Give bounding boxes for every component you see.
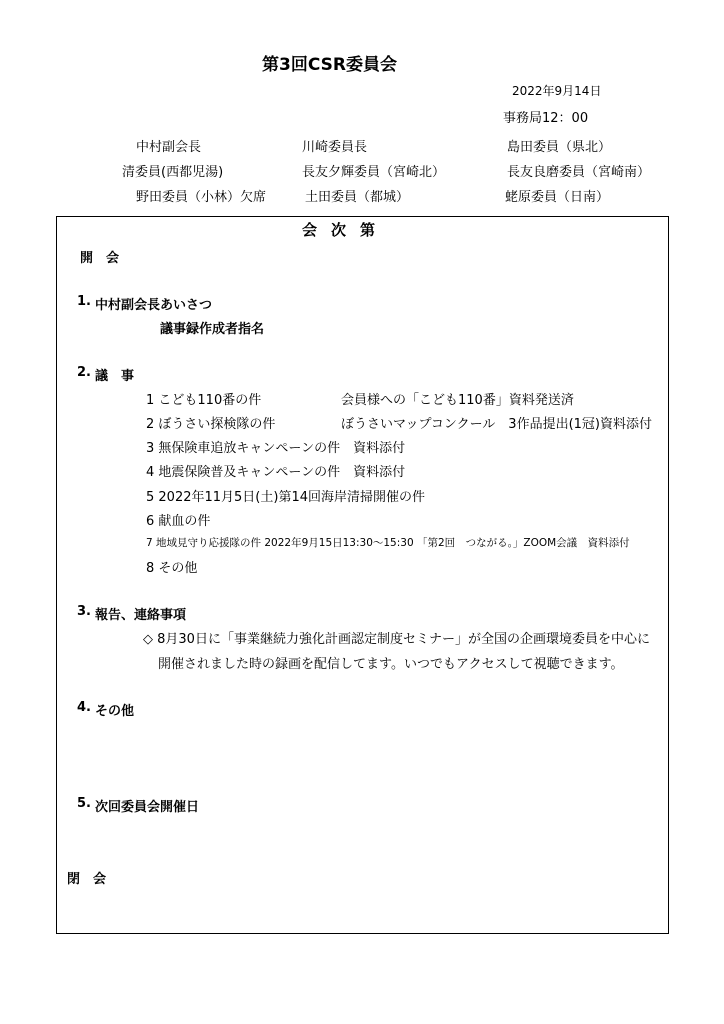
attendee: 中村副会長 (136, 140, 202, 155)
attendee: 長友良磨委員（宮崎南） (507, 165, 651, 180)
attendee: 清委員(西都児湯) (122, 165, 224, 180)
agenda-item-note: 会員様への「こども110番」資料発送済 (341, 393, 574, 408)
agenda-item-note: ぼうさいマップコンクール 3作品提出(1冠)資料添付 (341, 417, 652, 432)
agenda-item: 5 2022年11月5日(土)第14回海岸清掃開催の件 (146, 490, 425, 505)
section-title: 報告、連絡事項 (95, 608, 187, 623)
agenda-item: 6 献血の件 (146, 514, 211, 529)
attendee: 長友夕輝委員（宮崎北） (302, 165, 446, 180)
section-number: 1. (77, 294, 91, 309)
agenda-item: 1 こども110番の件 (146, 393, 262, 408)
agenda-item: 7 地域見守り応援隊の件 2022年9月15日13:30～15:30 「第2回 つながる。」ZOOM会議 資料添付 (146, 537, 630, 549)
page-title: 第3回CSR委員会 (262, 55, 397, 75)
attendee: 野田委員（小林）欠席 (136, 190, 267, 205)
section-title: 次回委員会開催日 (95, 800, 200, 815)
attendee: 島田委員（県北） (507, 140, 612, 155)
section-title: 議 事 (95, 369, 135, 384)
report-line: 開催されました時の録画を配信してます。いつでもアクセスして視聴できます。 (158, 657, 624, 672)
attendee: 蛯原委員（日南） (505, 190, 610, 205)
meeting-date: 2022年9月14日 (512, 84, 602, 98)
report-line: ◇ 8月30日に「事業継続力強化計画認定制度セミナー」が全国の企画環境委員を中心に (143, 632, 650, 647)
agenda-item: 8 その他 (146, 561, 198, 576)
agenda-item: 4 地震保険普及キャンペーンの件 資料添付 (146, 465, 406, 480)
section-number: 4. (77, 700, 91, 715)
meeting-venue-time: 事務局12：00 (503, 111, 589, 126)
section-number: 3. (77, 604, 91, 619)
attendee: 土田委員（都城） (305, 190, 410, 205)
section-number: 5. (77, 796, 91, 811)
agenda-item: 2 ぼうさい探検隊の件 (146, 417, 276, 432)
agenda-heading: 会次第 (302, 221, 390, 239)
section-title: その他 (95, 704, 135, 719)
attendee: 川崎委員長 (302, 140, 368, 155)
section-title: 中村副会長あいさつ (95, 298, 213, 313)
section-number: 2. (77, 365, 91, 380)
agenda-close: 閉 会 (67, 872, 107, 887)
agenda-item: 3 無保険車追放キャンペーンの件 資料添付 (146, 441, 406, 456)
agenda-open: 開 会 (80, 251, 120, 266)
section-subitem: 議事録作成者指名 (160, 322, 265, 337)
